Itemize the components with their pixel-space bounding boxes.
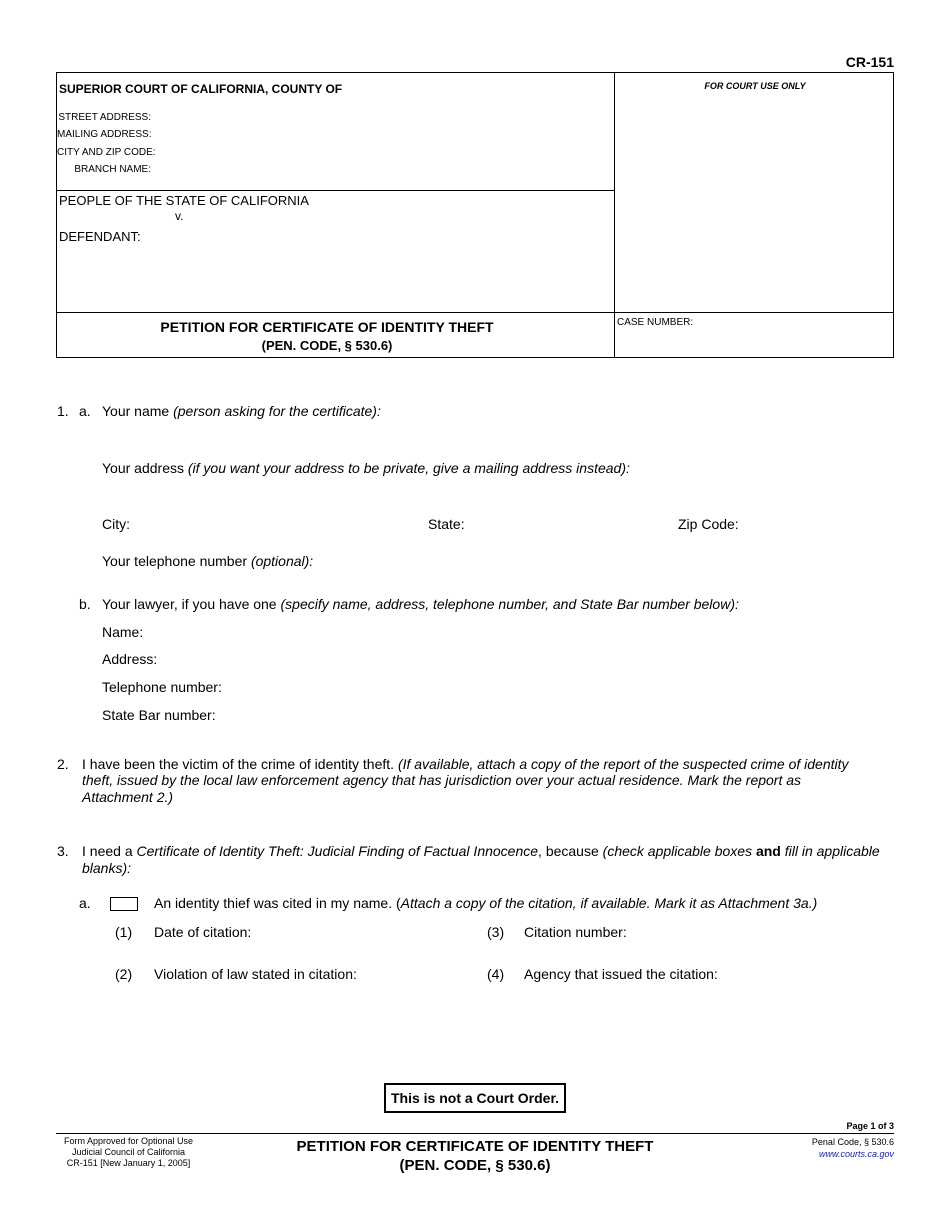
- not-court-order-notice: This is not a Court Order.: [384, 1083, 566, 1113]
- footer-references: [812, 1136, 894, 1160]
- lawyer-name-field[interactable]: Name:: [102, 624, 144, 640]
- lawyer-phone-field[interactable]: Telephone number:: [102, 679, 222, 695]
- item3-hint-2: blanks):: [82, 860, 132, 876]
- versus-label: v.: [175, 209, 184, 223]
- violation-of-law-field[interactable]: Violation of law stated in citation:: [154, 966, 357, 982]
- item2-hint-1: (If available, attach a copy of the report of the suspected crime of identity: [397, 756, 849, 772]
- your-name-field[interactable]: [102, 403, 381, 419]
- item2-hint-2: theft, issued by the local law enforcement agency that has jurisdiction over your actual residence. Mark the report as: [82, 772, 802, 788]
- lawyer-address-field[interactable]: Address:: [102, 651, 158, 667]
- your-name-label: Your name: [102, 403, 170, 419]
- footer-approval-line1: Form Approved for Optional Use: [63, 1136, 194, 1146]
- issuing-agency-field[interactable]: Agency that issued the citation:: [524, 966, 718, 982]
- item3a-checkbox[interactable]: [110, 897, 138, 911]
- item3-cert-name: Certificate of Identity Theft: Judicial Finding of Factual Innocence: [136, 843, 539, 859]
- petition-title: PETITION FOR CERTIFICATE OF IDENTITY THEFT: [160, 319, 494, 335]
- court-use-divider: [614, 73, 615, 357]
- item3a-letter: a.: [79, 895, 91, 911]
- defendant-label: DEFENDANT:: [59, 229, 141, 244]
- item3-hint-b: fill in applicable: [784, 843, 880, 859]
- your-address-field[interactable]: [102, 460, 630, 476]
- state-field[interactable]: State:: [428, 516, 465, 532]
- street-address-label: STREET ADDRESS:: [58, 112, 151, 123]
- item3-and: and: [755, 843, 781, 859]
- item1a-letter: a.: [79, 403, 91, 419]
- footer-approval-line3: CR-151 [New January 1, 2005]: [66, 1158, 191, 1168]
- telephone-label: Your telephone number: [102, 553, 248, 569]
- caption-box: [56, 72, 894, 358]
- court-use-only-label: FOR COURT USE ONLY: [704, 81, 806, 91]
- date-of-citation-field[interactable]: Date of citation:: [154, 924, 252, 940]
- court-title: SUPERIOR COURT OF CALIFORNIA, COUNTY OF: [59, 82, 343, 96]
- footer-code: (PEN. CODE, § 530.6): [399, 1157, 551, 1174]
- footer-title-block: [270, 1137, 680, 1175]
- item2-line1: [82, 756, 849, 772]
- branch-name-label: BRANCH NAME:: [74, 164, 151, 175]
- sub1-number: (1): [115, 924, 133, 940]
- caption-divider: [57, 190, 614, 191]
- footer-approval: [56, 1136, 201, 1169]
- item1-number: 1.: [57, 403, 69, 419]
- lawyer-heading: [102, 596, 739, 612]
- item3-prefix: I need a: [82, 843, 133, 859]
- sub2-number: (2): [115, 966, 133, 982]
- footer-penal-code: Penal Code, § 530.6: [811, 1137, 894, 1147]
- item2-number: 2.: [57, 756, 69, 772]
- lawyer-label: Your lawyer, if you have one: [102, 596, 277, 612]
- case-number-label: CASE NUMBER:: [617, 317, 694, 328]
- your-address-hint: (if you want your address to be private, give a mailing address instead):: [187, 460, 630, 476]
- city-zip-label: CITY AND ZIP CODE:: [57, 147, 156, 158]
- item2-text: I have been the victim of the crime of identity theft.: [82, 756, 395, 772]
- footer-website-link[interactable]: www.courts.ca.gov: [818, 1149, 894, 1159]
- item3-line1: [82, 843, 880, 859]
- citation-number-field[interactable]: Citation number:: [524, 924, 627, 940]
- footer-rule: [56, 1133, 894, 1134]
- sub4-number: (4): [487, 966, 505, 982]
- footer-approval-line2: Judicial Council of California: [71, 1147, 186, 1157]
- item3-because: , because: [538, 843, 599, 859]
- item3-hint-a: (check applicable boxes: [602, 843, 753, 859]
- sub3-number: (3): [487, 924, 505, 940]
- zip-field[interactable]: Zip Code:: [678, 516, 739, 532]
- item3a-label: An identity thief was cited in my name. (: [154, 895, 401, 911]
- item3a-text: [154, 895, 817, 911]
- petition-code: (PEN. CODE, § 530.6): [261, 338, 393, 353]
- item3-number: 3.: [57, 843, 69, 859]
- telephone-field[interactable]: [102, 553, 313, 569]
- item3a-hint: Attach a copy of the citation, if available. Mark it as Attachment 3a.): [400, 895, 818, 911]
- item2-hint-3: Attachment 2.): [82, 789, 174, 805]
- form-number: CR-151: [845, 54, 894, 70]
- lawyer-hint: (specify name, address, telephone number, and State Bar number below):: [280, 596, 739, 612]
- page-number: Page 1 of 3: [846, 1121, 894, 1131]
- your-address-label: Your address: [102, 460, 184, 476]
- people-label: PEOPLE OF THE STATE OF CALIFORNIA: [59, 193, 309, 208]
- lawyer-bar-number-field[interactable]: State Bar number:: [102, 707, 216, 723]
- title-divider: [57, 312, 893, 313]
- telephone-hint: (optional):: [250, 553, 314, 569]
- footer-title: PETITION FOR CERTIFICATE OF IDENTITY THEFT: [296, 1138, 654, 1155]
- item1b-letter: b.: [79, 596, 91, 612]
- your-name-hint: (person asking for the certificate):: [173, 403, 381, 419]
- mailing-address-label: MAILING ADDRESS:: [57, 129, 152, 140]
- city-field[interactable]: City:: [102, 516, 130, 532]
